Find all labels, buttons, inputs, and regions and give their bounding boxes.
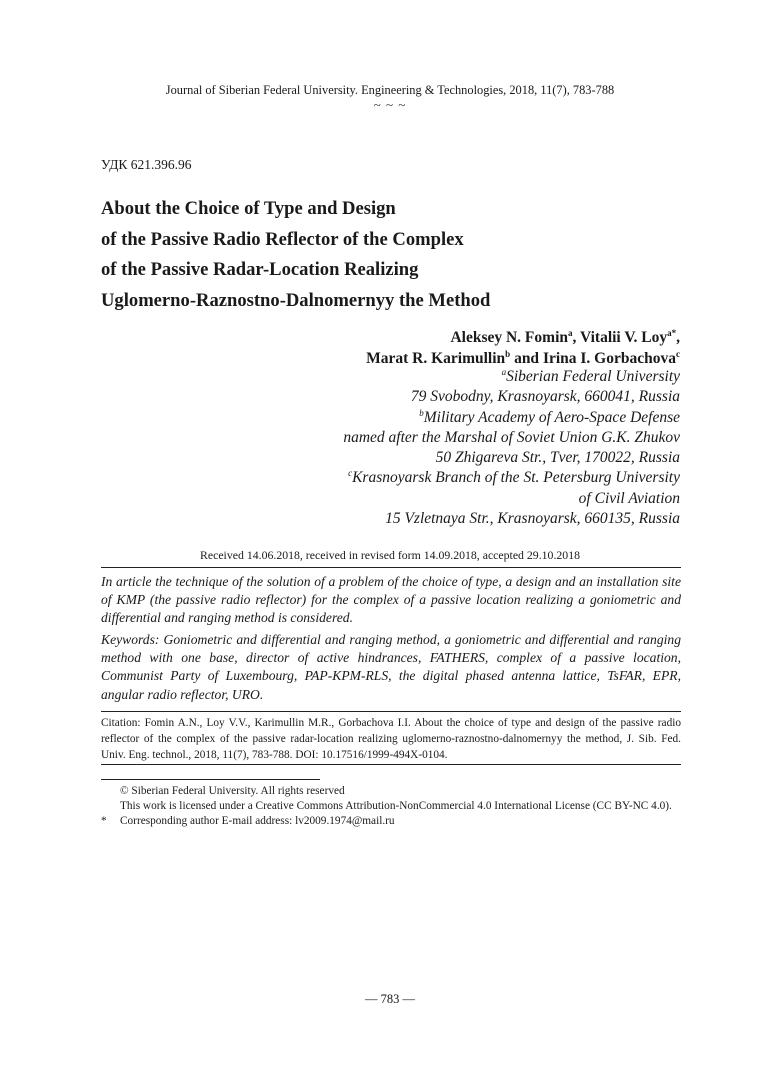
- affil-mark: b: [419, 407, 424, 418]
- received-dates: Received 14.06.2018, received in revised form 14.09.2018, accepted 29.10.2018: [199, 548, 580, 562]
- keywords: Keywords: Goniometric and differential and ranging method, a goniometric and differential and ranging method with one base, director of active hindrances, FATHERS, complex of a passive location, Communist Party of Luxembourg, PAP-KPM-RLS, the digital phased antenna lattice, TsFAR, EPR, angular radio reflector, URO.: [101, 632, 681, 702]
- title-line: Uglomerno-Raznostno-Dalnomernyy the Method: [101, 289, 491, 311]
- footnote-rule: [101, 779, 320, 780]
- affil-address: 50 Zhigareva Str., Tver, 170022, Russia: [435, 449, 680, 467]
- abstract: In article the technique of the solution of a problem of the choice of type, a design and an installation site of KMP (the passive radio reflector) for the complex of a passive location realizing a goniometric and differential and ranging method is considered.: [101, 574, 681, 626]
- affil-address: 79 Svobodny, Krasnoyarsk, 660041, Russia: [410, 388, 680, 406]
- author-affil-mark: a: [568, 327, 573, 338]
- author-affil-mark: a*: [667, 327, 677, 338]
- footnote-license: This work is licensed under a Creative Commons Attribution-NonCommercial 4.0 International License (CC BY-NC 4.0).: [120, 800, 672, 812]
- citation: Citation: Fomin A.N., Loy V.V., Karimullin M.R., Gorbachova I.I. About the choice of type and design of the passive radio reflector of the complex of the passive radar-location realizing uglomerno-raznostno-dalnomernyy the method, J. Sib. Fed. Univ. Eng. technol., 2018, 11(7), 783-788. DOI: 10.17516/1999-494X-0104.: [101, 717, 681, 761]
- author-list: Aleksey N. Fomin$^a$, Vitalii V. Loy$^{a*}$, Marat R. Karimullin$^b$ and Irina I. Gorbachova$^c$: [366, 327, 680, 367]
- footnote-corresponding: Corresponding author E-mail address: lv2009.1974@mail.ru: [120, 815, 395, 827]
- author-affil-mark: c: [676, 348, 680, 359]
- footnote-asterisk: *: [101, 815, 107, 827]
- affil-mark: a: [501, 366, 507, 377]
- author-affil-mark: b: [505, 348, 511, 359]
- author-name: Aleksey N. Fomin: [450, 329, 568, 346]
- title-line: of the Passive Radio Reflector of the Complex: [101, 228, 464, 250]
- affil-name: Krasnoyarsk Branch of the St. Petersburg University: [352, 469, 680, 487]
- divider: [101, 567, 681, 568]
- affil-name: Military Academy of Aero-Space Defense: [423, 408, 680, 426]
- title-line: About the Choice of Type and Design: [101, 198, 396, 219]
- author-name: Vitalii V. Loy: [579, 329, 668, 346]
- udk-code: УДК 621.396.96: [101, 157, 192, 172]
- author-name: Marat R. Karimullin: [366, 350, 506, 367]
- page-number: — 783 —: [365, 992, 415, 1006]
- affil-name-continued: named after the Marshal of Soviet Union G.K. Zhukov: [343, 428, 680, 446]
- divider: [101, 764, 681, 765]
- footnote-copyright: © Siberian Federal University. All rights reserved: [120, 785, 345, 797]
- author-name: Irina I. Gorbachova: [542, 350, 676, 367]
- affil-address: 15 Vzletnaya Str., Krasnoyarsk, 660135, Russia: [385, 510, 680, 528]
- header-separator: ~ ~ ~: [373, 97, 407, 112]
- paper-title: [101, 194, 661, 316]
- divider: [101, 711, 681, 712]
- affil-name: Siberian Federal University: [506, 368, 680, 385]
- author-conjunction: and: [514, 350, 540, 367]
- affil-name-continued: of Civil Aviation: [578, 489, 680, 507]
- affil-mark: c: [348, 468, 353, 479]
- affiliations: [343, 367, 680, 529]
- journal-header: Journal of Siberian Federal University. Engineering & Technologies, 2018, 11(7), 783-788: [165, 83, 615, 97]
- title-line: of the Passive Radar-Location Realizing: [101, 259, 419, 280]
